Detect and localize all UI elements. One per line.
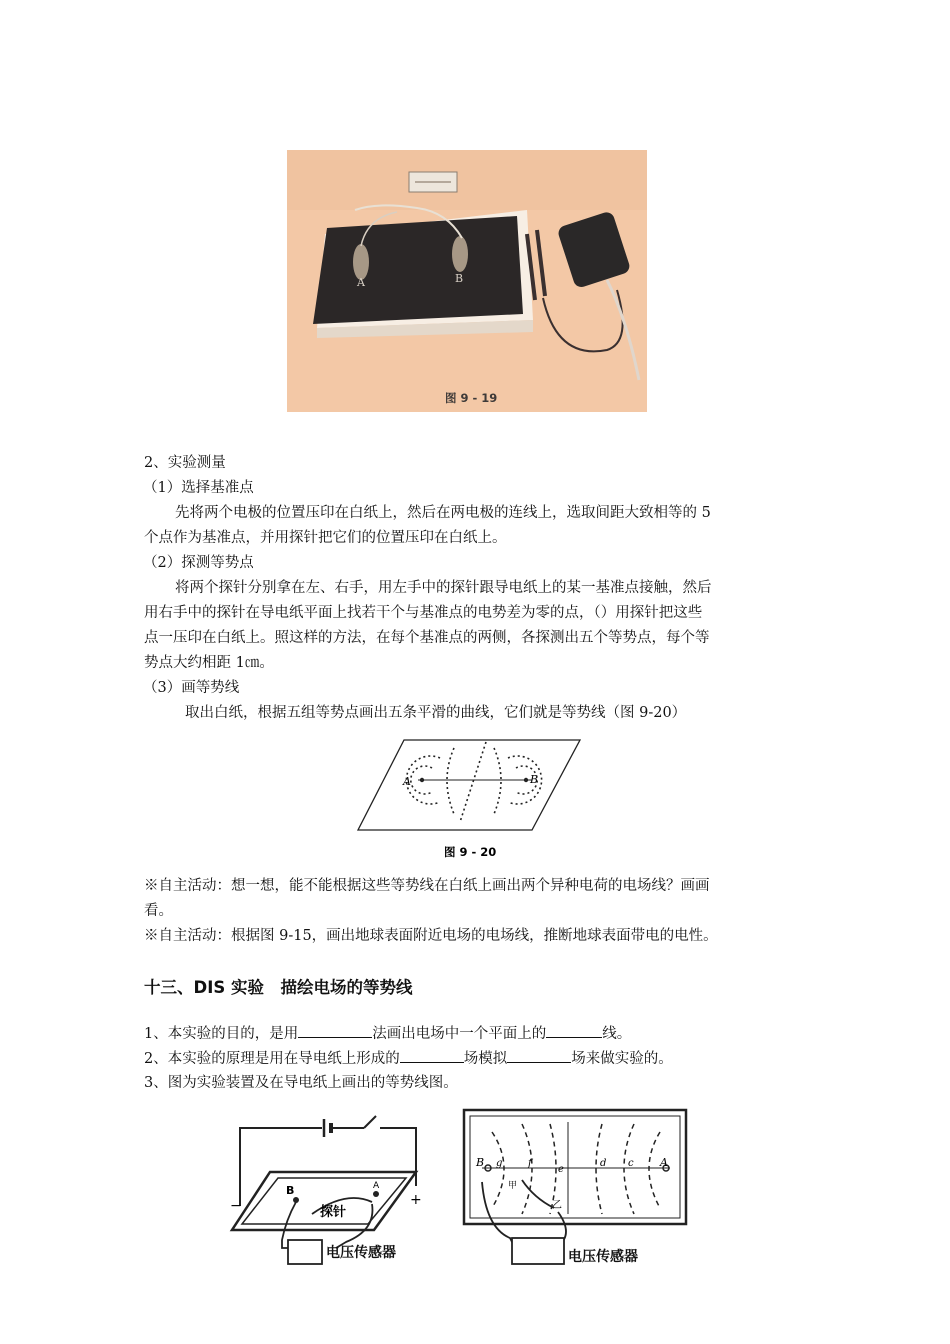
fig920-label-b: B: [530, 773, 539, 786]
step2-line-2: 用右手中的探针在导电纸平面上找若干个与基准点的电势差为零的点，（）用探针把这些: [144, 605, 703, 621]
step2-title: （2）探测等势点: [143, 555, 254, 571]
step3-line: 取出白纸，根据五组等势点画出五条平滑的曲线，它们就是等势线（图 9-20）: [185, 705, 687, 721]
circuit-label-a: A: [373, 1181, 380, 1191]
map-label-d: d: [600, 1158, 607, 1169]
q2-part-a: 2、本实验的原理是用在导电纸上形成的: [144, 1051, 400, 1067]
left-sensor-label: 电压传感器: [326, 1245, 396, 1261]
map-label-c: c: [628, 1158, 634, 1169]
activity-1: ※自主活动：想一想，能不能根据这些等势线在白纸上画出两个异种电荷的电场线？画画: [144, 878, 710, 894]
figure-9-20-caption: 图 9 - 20: [444, 845, 497, 859]
map-label-yi: 乙: [552, 1200, 562, 1211]
question-2: [144, 1048, 673, 1069]
figure-9-19-photo: [287, 150, 647, 412]
map-label-jia: 甲: [508, 1181, 518, 1191]
map-label-g: g: [496, 1158, 503, 1169]
activity-1-cont: 看。: [144, 903, 173, 919]
right-sensor-label: 电压传感器: [568, 1249, 638, 1265]
q2-part-c: 场来做实验的。: [571, 1051, 673, 1067]
q1-blank-1[interactable]: [298, 1023, 372, 1038]
step2-line-1: 将两个探针分别拿在左、右手，用左手中的探针跟导电纸上的某一基准点接触，然后: [175, 580, 712, 596]
map-label-f: f: [528, 1158, 532, 1169]
map-label-b: B: [476, 1156, 485, 1169]
step1-line-2: 个点作为基准点，并用探针把它们的位置压印在白纸上。: [144, 530, 507, 546]
step3-title: （3）画等势线: [143, 680, 240, 696]
question-3: 3、图为实验装置及在导电纸上画出的等势线图。: [144, 1075, 458, 1091]
q1-part-b: 法画出电场中一个平面上的: [372, 1026, 547, 1042]
equipotential-diagram: [356, 738, 588, 864]
q2-part-b: 场模拟: [463, 1051, 508, 1067]
step1-title: （1）选择基准点: [143, 480, 254, 496]
figure-9-20: [356, 738, 588, 868]
circuit-label-b: B: [286, 1184, 295, 1197]
photo-label-a: A: [357, 276, 365, 289]
apparatus-circuit-diagram: [226, 1110, 426, 1274]
map-label-e: e: [558, 1164, 564, 1175]
minus-sign: −: [230, 1198, 242, 1214]
section13-heading: 十三、DIS 实验 描绘电场的等势线: [144, 978, 413, 997]
fig920-label-a: A: [403, 775, 411, 788]
photo-label-b: B: [455, 272, 464, 285]
apparatus-photo: [287, 150, 647, 412]
plus-sign: +: [410, 1192, 422, 1208]
q2-blank-1[interactable]: [400, 1048, 464, 1063]
figure-9-19-caption: 图 9 - 19: [445, 391, 498, 405]
step1-line-1: 先将两个电极的位置压印在白纸上，然后在两电极的连线上，选取间距大致相等的 5: [175, 505, 711, 521]
q1-part-a: 1、本实验的目的，是用: [144, 1026, 299, 1042]
equipotential-map-diagram: [462, 1108, 694, 1274]
step2-line-4: 势点大约相距 1㎝。: [144, 655, 274, 671]
probe-label: 探针: [320, 1205, 347, 1220]
question-1: [144, 1023, 631, 1044]
section2-title: 2、实验测量: [144, 455, 226, 471]
q1-blank-2[interactable]: [546, 1023, 602, 1038]
step2-line-3: 点一压印在白纸上。照这样的方法，在每个基准点的两侧，各探测出五个等势点，每个等: [144, 630, 710, 646]
map-label-a: A: [660, 1156, 668, 1169]
q2-blank-2[interactable]: [507, 1048, 571, 1063]
q1-part-c: 线。: [602, 1026, 632, 1042]
activity-2: ※自主活动：根据图 9-15，画出地球表面附近电场的电场线，推断地球表面带电的电性。: [144, 928, 718, 944]
